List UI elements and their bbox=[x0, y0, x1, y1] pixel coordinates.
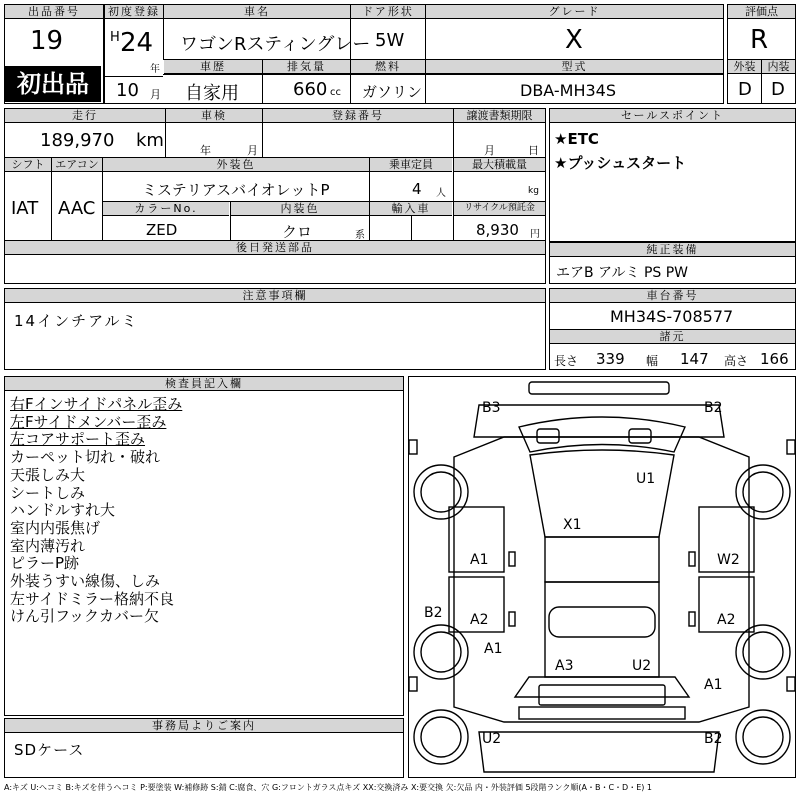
transfer-day-unit: 日 bbox=[528, 144, 539, 157]
color-label: 外装色 bbox=[103, 158, 369, 172]
inspector-item: 左コアサポート歪み bbox=[10, 430, 146, 449]
diagram-mark: U2 bbox=[482, 731, 502, 747]
inspector-item: けん引フックカバー欠 bbox=[10, 607, 159, 626]
inspector-item: ピラーP跡 bbox=[10, 554, 80, 573]
car-name: ワゴンRスティングレー bbox=[180, 34, 371, 55]
length-label: 長さ bbox=[554, 354, 579, 368]
inspector-list bbox=[10, 396, 182, 626]
inspector-item: 左サイドミラー格納不良 bbox=[10, 589, 174, 608]
color-no-label: カラーNo. bbox=[103, 202, 229, 216]
fuel: ガソリン bbox=[362, 83, 423, 101]
exterior-label: 外装 bbox=[728, 60, 761, 74]
listing-no: 19 bbox=[30, 26, 64, 56]
interior-color: クロ bbox=[282, 223, 313, 241]
rating-label: 評価点 bbox=[728, 5, 795, 19]
office-text: SDケース bbox=[14, 741, 85, 759]
inspector-item: 天張しみ大 bbox=[10, 465, 86, 484]
history-label: 車歴 bbox=[164, 60, 262, 74]
rating: R bbox=[750, 25, 769, 55]
mileage-label: 走行 bbox=[5, 109, 165, 123]
inspection-label: 車検 bbox=[166, 109, 262, 123]
mileage-unit: km bbox=[136, 130, 164, 151]
grade-label: グレード bbox=[426, 5, 723, 19]
ac: AAC bbox=[58, 198, 96, 219]
color-no: ZED bbox=[146, 221, 178, 239]
interior-color-unit: 系 bbox=[355, 230, 365, 241]
legend: A:キズ U:ヘコミ B:キズを伴うヘコミ P:要塗装 W:補修跡 S:錆 C:腐食、穴 G:フロントガラス点キズ XX:交換済み X:要交換 欠:欠品 内・外装評価 5段階ランク順(A・B・C・D・E) 1 bbox=[4, 783, 653, 792]
diagram-mark: A3 bbox=[555, 658, 574, 674]
inspector-item: 外装うすい線傷、しみ bbox=[10, 572, 161, 591]
interior-grade: D bbox=[771, 79, 785, 100]
displacement-label: 排気量 bbox=[263, 60, 350, 74]
capacity-unit: 人 bbox=[436, 188, 446, 199]
door-label: ドア形状 bbox=[351, 5, 425, 19]
notes-label: 注意事項欄 bbox=[5, 289, 545, 303]
notes-text: 14インチアルミ bbox=[14, 312, 139, 330]
year: 24 bbox=[120, 28, 154, 58]
listing-no-label: 出品番号 bbox=[5, 5, 103, 19]
car-name-label: 車名 bbox=[164, 5, 350, 19]
diagram-mark: U1 bbox=[636, 471, 656, 487]
model: DBA-MH34S bbox=[520, 81, 617, 100]
inspector-item: ハンドルすれ大 bbox=[10, 501, 116, 520]
load-label: 最大積載量 bbox=[454, 158, 545, 172]
ac-label: エアコン bbox=[52, 158, 102, 172]
diagram-mark: U2 bbox=[632, 658, 652, 674]
sales-label: セールスポイント bbox=[550, 109, 795, 123]
shift-label: シフト bbox=[5, 158, 51, 172]
fuel-label: 燃料 bbox=[351, 60, 425, 74]
width: 147 bbox=[680, 350, 709, 368]
diagram-mark: A1 bbox=[484, 641, 503, 657]
inspector-item: 室内薄汚れ bbox=[10, 536, 86, 555]
diagram-mark: W2 bbox=[717, 552, 740, 568]
first-listing-badge: 初出品 bbox=[5, 66, 101, 102]
transfer-label: 譲渡書類期限 bbox=[454, 109, 545, 123]
height: 166 bbox=[760, 350, 789, 368]
exterior-grade: D bbox=[738, 79, 752, 100]
grade: X bbox=[565, 25, 583, 55]
transfer-month-unit: 月 bbox=[484, 144, 495, 157]
inspection-year-unit: 年 bbox=[200, 144, 211, 157]
model-label: 型式 bbox=[426, 60, 723, 74]
month-unit: 月 bbox=[150, 88, 161, 101]
width-label: 幅 bbox=[646, 354, 659, 368]
length: 339 bbox=[596, 350, 625, 368]
recycle-unit: 円 bbox=[530, 229, 540, 240]
diagram-mark: B2 bbox=[424, 605, 443, 621]
inspector-label: 検査員記入欄 bbox=[5, 377, 403, 391]
chassis-number: MH34S-708577 bbox=[610, 307, 734, 326]
dims-label: 諸元 bbox=[550, 330, 795, 344]
door-type: 5W bbox=[375, 30, 405, 51]
equipment-label: 純正装備 bbox=[550, 243, 795, 257]
sales-points-block bbox=[549, 108, 796, 242]
load-unit: kg bbox=[528, 186, 539, 196]
inspector-item: シートしみ bbox=[10, 483, 86, 502]
later-parts-label: 後日発送部品 bbox=[5, 241, 545, 255]
diagram-mark: X1 bbox=[563, 517, 582, 533]
year-unit: 年 bbox=[150, 64, 160, 75]
recycle: 8,930 bbox=[476, 221, 519, 239]
inspector-item: 右Fインサイドパネル歪み bbox=[10, 395, 183, 413]
diagram-mark: B2 bbox=[704, 731, 723, 747]
exterior-color: ミステリアスバイオレットP bbox=[142, 181, 330, 199]
car-diagram-svg bbox=[409, 377, 795, 777]
interior-label: 内装 bbox=[762, 60, 795, 74]
height-label: 高さ bbox=[724, 354, 749, 368]
capacity: 4 bbox=[412, 180, 422, 198]
office-label: 事務局よりご案内 bbox=[5, 719, 403, 733]
diagram-mark: A2 bbox=[470, 612, 489, 628]
diagram-mark: A1 bbox=[470, 552, 489, 568]
diagram-mark: B2 bbox=[704, 400, 723, 416]
history: 自家用 bbox=[185, 83, 239, 104]
import-label: 輸入車 bbox=[370, 202, 452, 216]
era: H bbox=[110, 30, 120, 45]
diagram-mark: A2 bbox=[717, 612, 736, 628]
displacement: 660 bbox=[293, 79, 328, 100]
first-reg-label: 初度登録 bbox=[105, 5, 163, 19]
inspector-item: 左Fサイドメンバー歪み bbox=[10, 412, 167, 431]
sales-point-2: ★プッシュスタート bbox=[554, 154, 687, 172]
damage-diagram bbox=[408, 376, 796, 778]
diagram-mark: B3 bbox=[482, 400, 501, 416]
month: 10 bbox=[116, 80, 139, 101]
equipment-text: エアB アルミ PS PW bbox=[556, 265, 689, 281]
recycle-label: リサイクル預託金 bbox=[454, 202, 545, 216]
inspector-item: 室内内張焦げ bbox=[10, 518, 101, 537]
mileage: 189,970 bbox=[40, 130, 115, 151]
diagram-mark: A1 bbox=[704, 677, 723, 693]
sales-point-1: ★ETC bbox=[554, 130, 599, 148]
interior-color-label: 内装色 bbox=[231, 202, 369, 216]
inspector-item: カーペット切れ・破れ bbox=[10, 448, 161, 467]
displacement-unit: cc bbox=[330, 87, 341, 98]
chassis-label: 車台番号 bbox=[550, 289, 795, 303]
capacity-label: 乗車定員 bbox=[370, 158, 452, 172]
inspection-month-unit: 月 bbox=[247, 144, 258, 157]
shift: IAT bbox=[11, 198, 39, 219]
regno-label: 登録番号 bbox=[263, 109, 453, 123]
